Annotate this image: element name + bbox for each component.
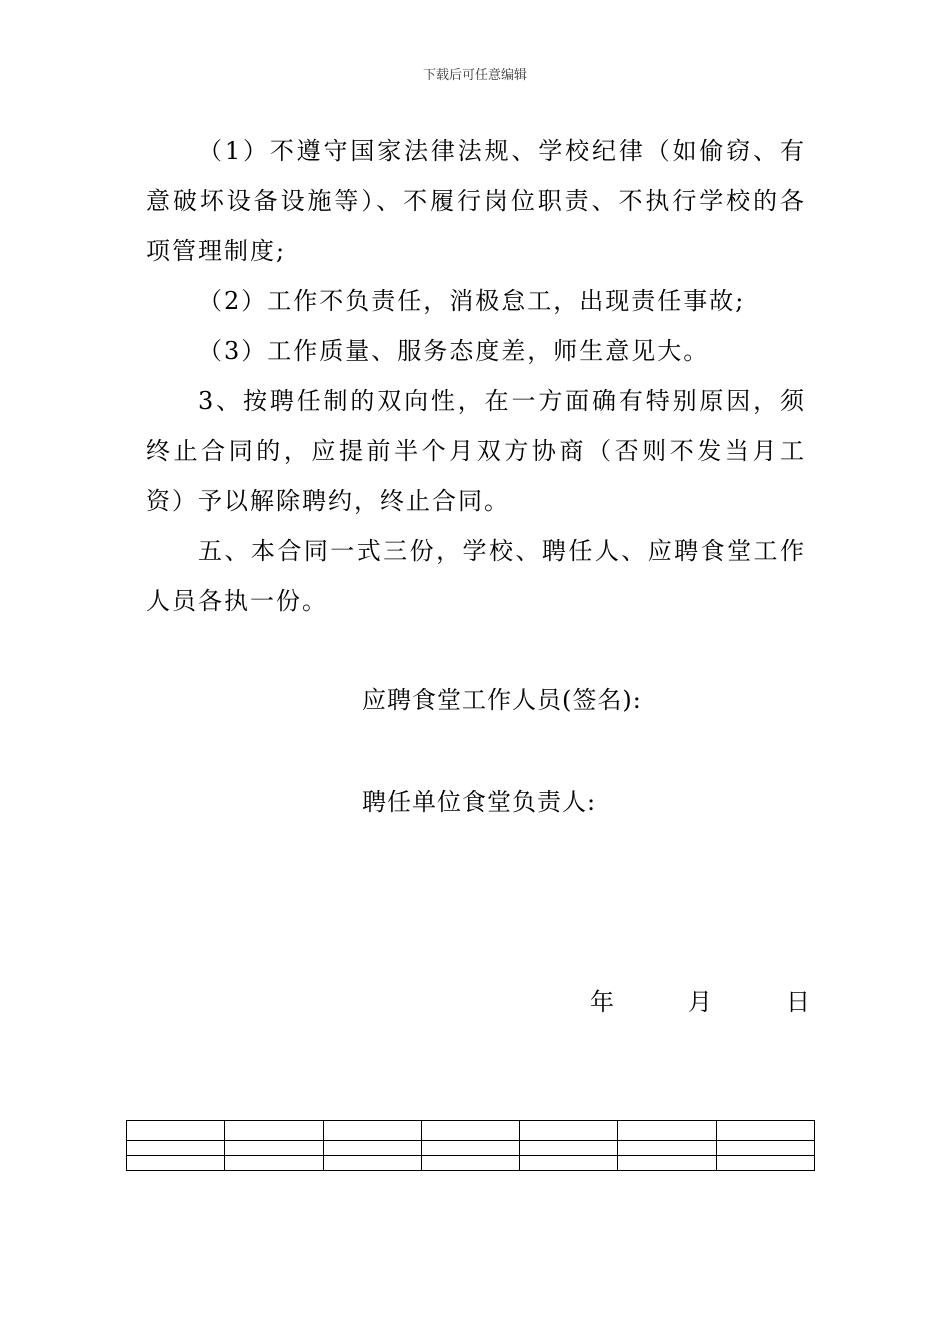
table-row [127,1121,815,1141]
paragraph-4: 3、按聘任制的双向性，在一方面确有特别原因，须终止合同的，应提前半个月双方协商（否则不发当月工资）予以解除聘约，终止合同。 [146,387,806,515]
table-cell [323,1156,421,1171]
date-line [590,982,810,1017]
paragraph-1: （1）不遵守国家法律法规、学校纪律（如偷窃、有意破坏设备设施等）、不履行岗位职责、不执行学校的各项管理制度; [146,137,806,265]
date-day: 日 [786,988,810,1016]
table-cell [421,1121,519,1141]
table-cell [421,1156,519,1171]
table-cell [716,1141,814,1156]
table-cell [127,1141,225,1156]
table-cell [225,1121,323,1141]
employee-signature-label: 应聘食堂工作人员(签名): [362,686,642,714]
footer-table [126,1120,815,1171]
table-cell [618,1121,716,1141]
table-cell [421,1141,519,1156]
date-year: 年 [590,988,614,1016]
table-cell [716,1156,814,1171]
paragraph-5: 五、本合同一式三份，学校、聘任人、应聘食堂工作人员各执一份。 [146,537,806,615]
table-cell [618,1141,716,1156]
contract-body [146,126,806,626]
table-row [127,1141,815,1156]
table-row [127,1156,815,1171]
table-cell [225,1156,323,1171]
table-cell [323,1121,421,1141]
header-note: 下载后可任意编辑 [422,68,527,83]
paragraph-2: （2）工作不负责任，消极怠工，出现责任事故; [198,287,746,315]
table-cell [323,1141,421,1156]
paragraph-3: （3）工作质量、服务态度差，师生意见大。 [198,337,710,365]
table-cell [716,1121,814,1141]
table-cell [225,1141,323,1156]
table-cell [520,1156,618,1171]
table-cell [127,1156,225,1171]
date-month: 月 [688,988,712,1016]
table-cell [127,1121,225,1141]
table-cell [520,1141,618,1156]
table-cell [520,1121,618,1141]
table-cell [618,1156,716,1171]
employer-signature-label: 聘任单位食堂负责人: [362,788,597,816]
